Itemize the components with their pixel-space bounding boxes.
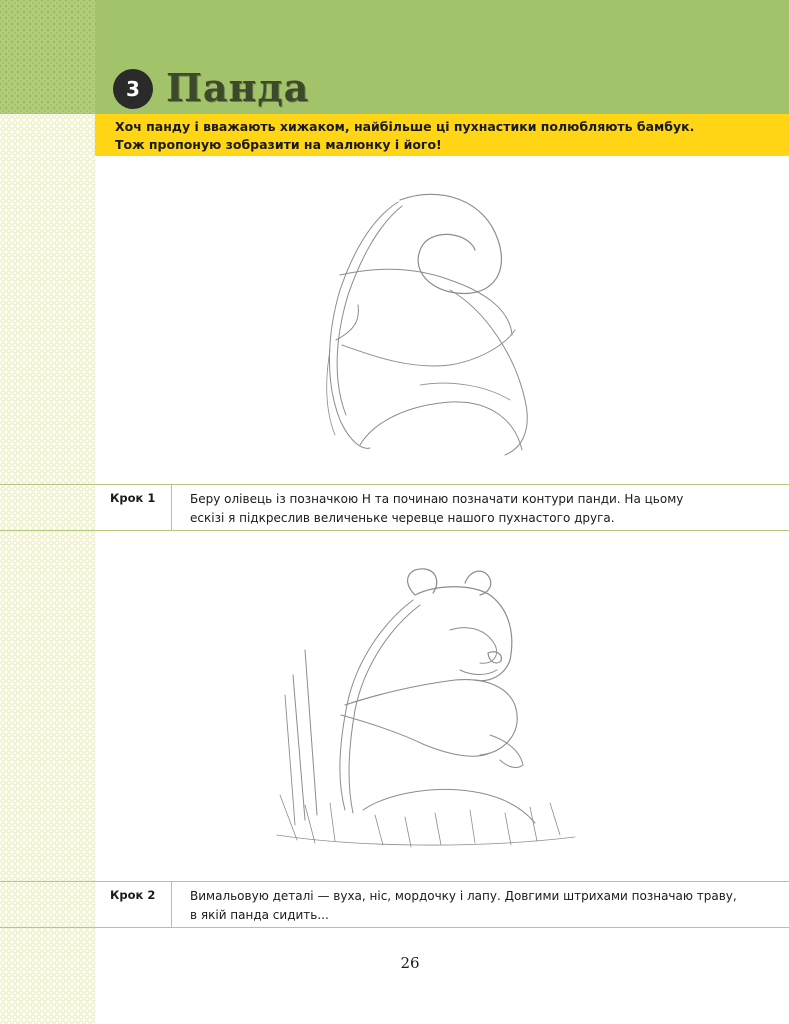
step-2-text-line-1: Вимальовую деталі — вуха, ніс, мордочку і лапу. Довгими штрихами позначаю траву, <box>190 889 737 903</box>
step-1-text-line-1: Беру олівець із позначкою Н та починаю позначати контури панди. На цьому <box>190 492 684 506</box>
step-1-row <box>0 484 789 531</box>
intro-text <box>115 118 775 154</box>
step-2-label: Крок 2 <box>110 888 156 902</box>
intro-line-1: Хоч панду і вважають хижаком, найбільше ці пухнастики полюбляють бамбук. <box>115 119 695 134</box>
header-dot-pattern <box>0 0 95 114</box>
step-1-label: Крок 1 <box>110 491 156 505</box>
step-2-sketch <box>275 555 585 855</box>
step-1-text-line-2: ескізі я підкреслив величеньке черевце нашого пухнастого друга. <box>190 511 615 525</box>
step-1-sketch <box>300 180 560 465</box>
step-2-text-line-2: в якій панда сидить... <box>190 908 329 922</box>
step-2-text <box>190 887 737 925</box>
page-title: Панда <box>166 65 310 110</box>
step-1-text <box>190 490 683 528</box>
lesson-number-badge: 3 <box>113 69 153 109</box>
step-2-row <box>0 881 789 928</box>
step-2-divider <box>171 882 172 927</box>
page-number: 26 <box>400 954 420 972</box>
intro-line-2: Тож пропоную зобразити на малюнку і його! <box>115 137 442 152</box>
step-1-divider <box>171 485 172 530</box>
